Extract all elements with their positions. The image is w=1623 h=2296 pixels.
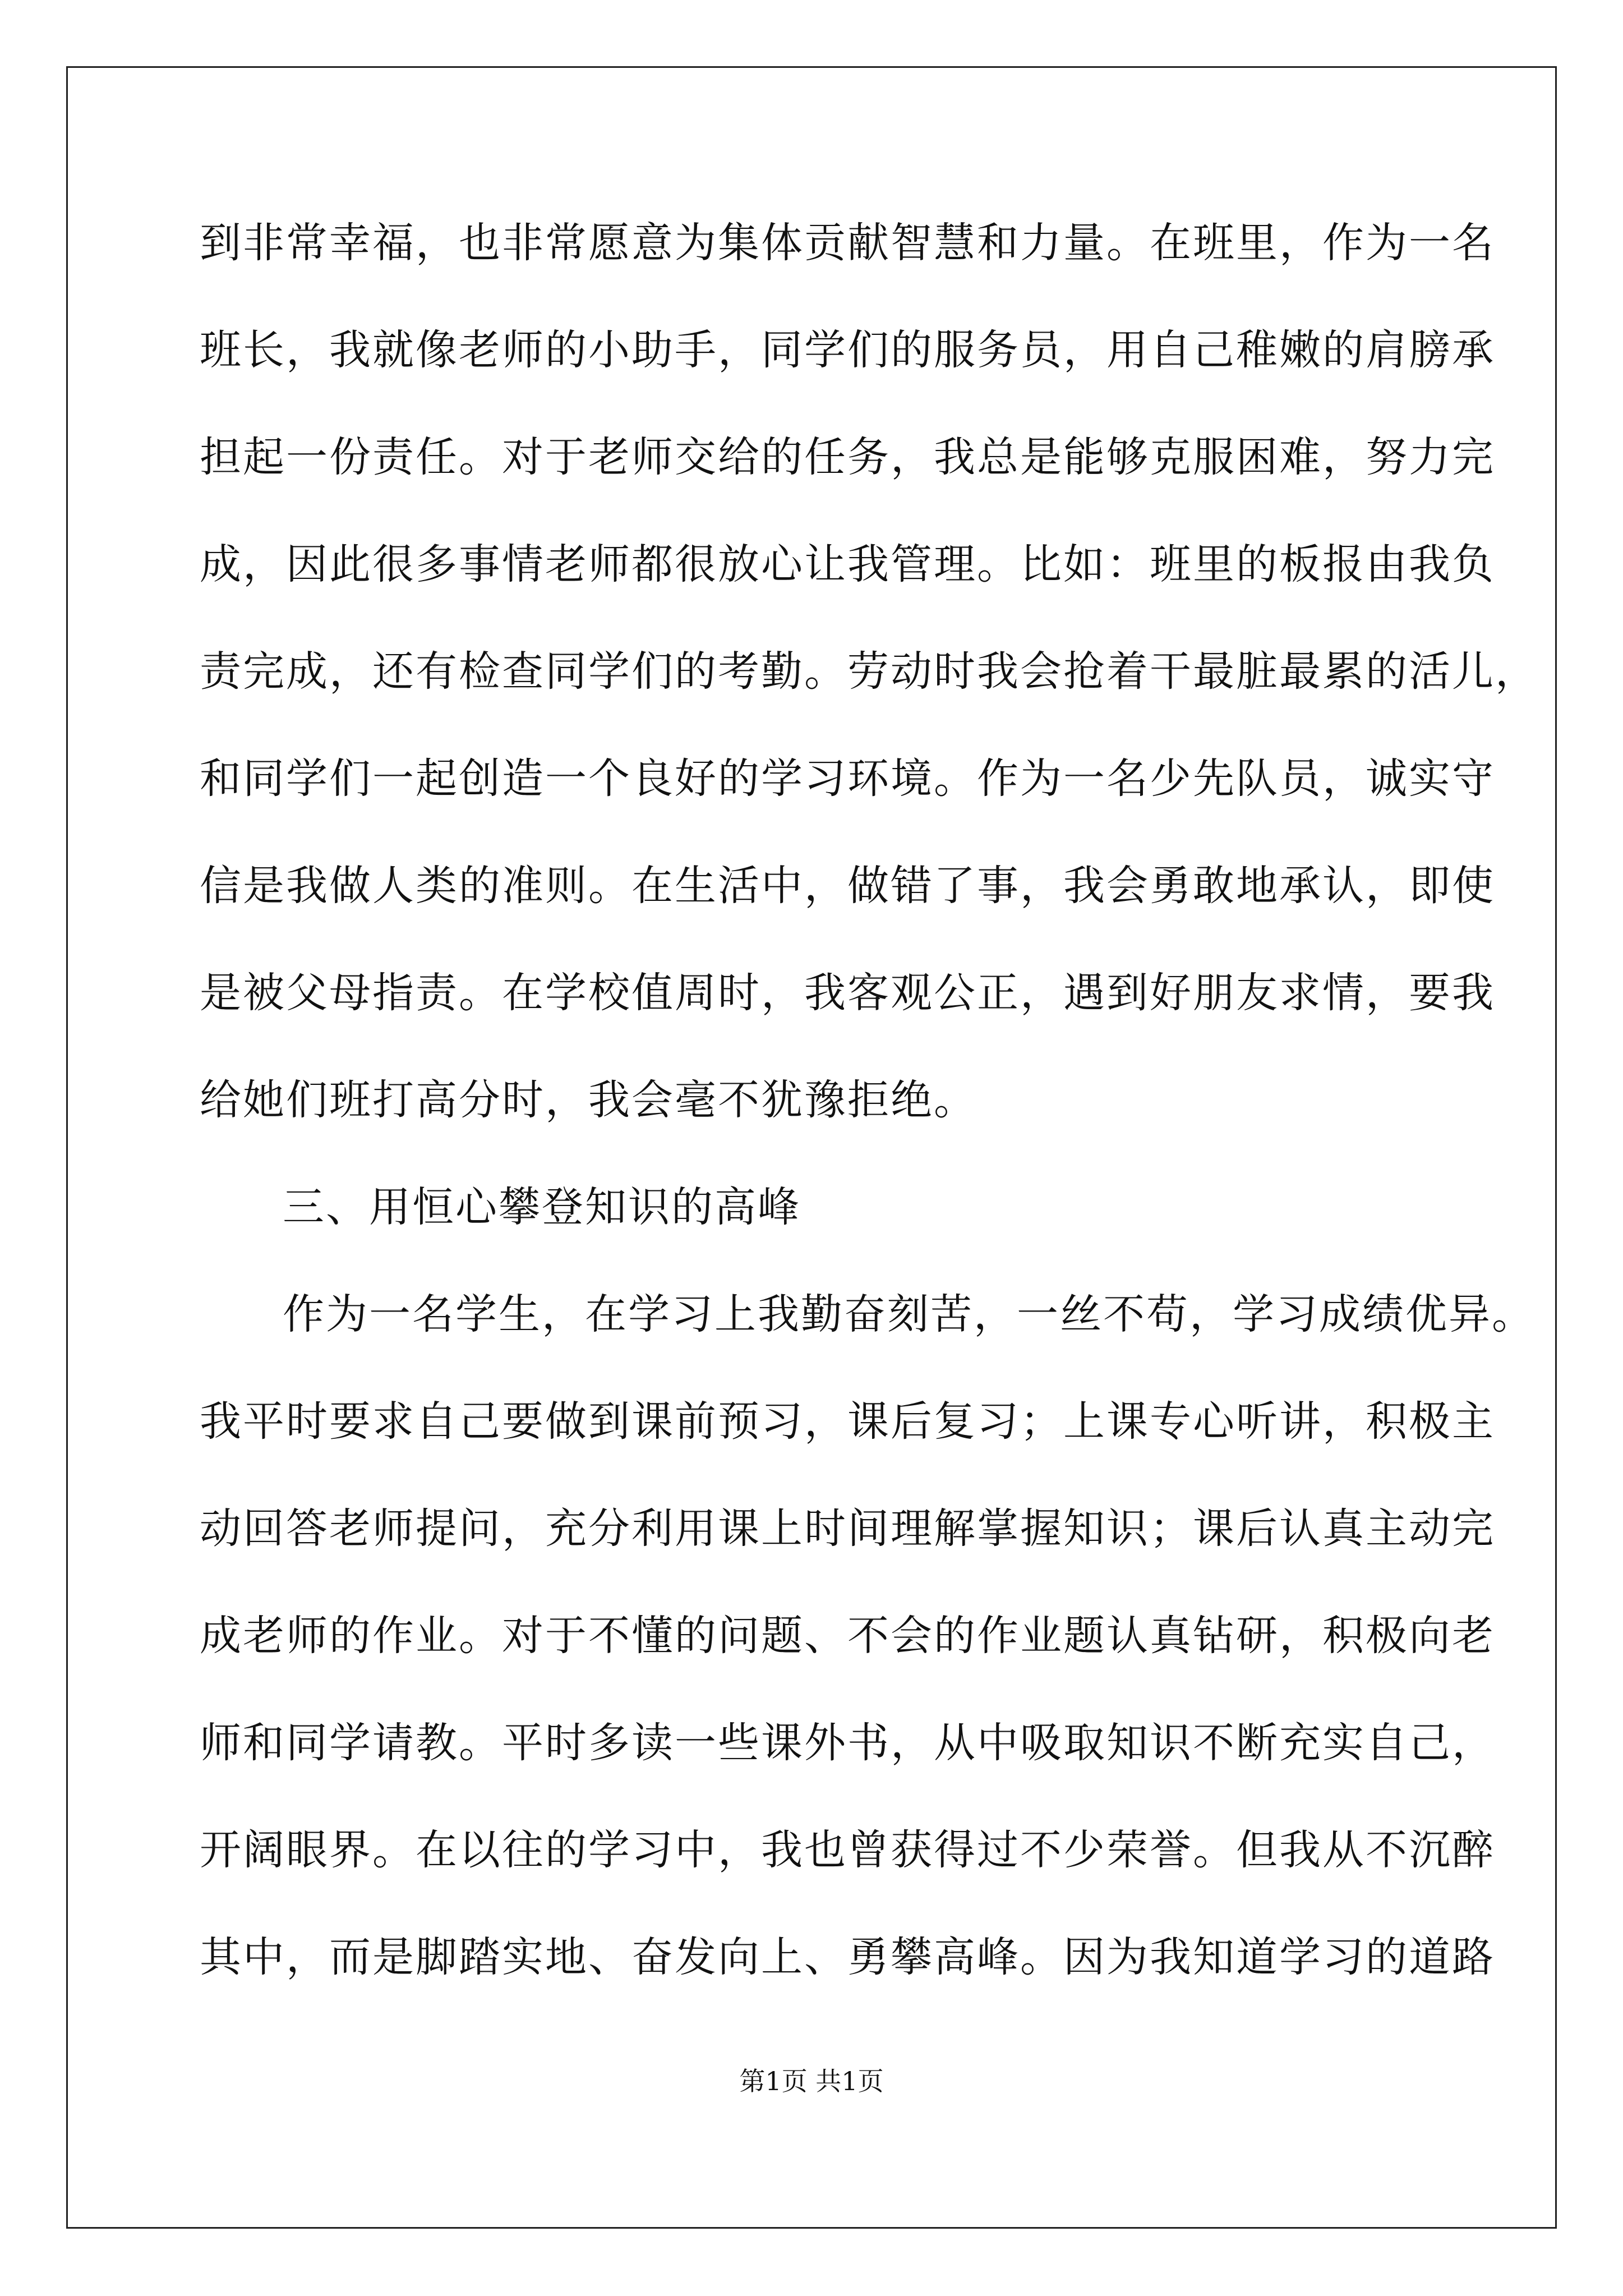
document-body xyxy=(200,216,1538,2037)
text-line: 成老师的作业。对于不懂的问题、不会的作业题认真钻研，积极向老 xyxy=(200,1612,1495,1660)
text-line: 和同学们一起创造一个良好的学习环境。作为一名少先队员，诚实守 xyxy=(200,754,1495,803)
text-line: 开阔眼界。在以往的学习中，我也曾获得过不少荣誉。但我从不沉醉 xyxy=(200,1826,1495,1874)
text-line: 担起一份责任。对于老师交给的任务，我总是能够克服困难，努力完 xyxy=(200,433,1495,481)
text-line: 给她们班打高分时，我会毫不犹豫拒绝。 xyxy=(200,1076,977,1124)
text-line: 其中，而是脚踏实地、奋发向上、勇攀高峰。因为我知道学习的道路 xyxy=(200,1933,1495,1981)
page-footer: 第1页 共1页 xyxy=(739,2066,884,2096)
text-line: 我平时要求自己要做到课前预习，课后复习；上课专心听讲，积极主 xyxy=(200,1397,1495,1446)
text-line: 责完成，还有检查同学们的考勤。劳动时我会抢着干最脏最累的活儿， xyxy=(200,647,1538,696)
text-line: 成，因此很多事情老师都很放心让我管理。比如：班里的板报由我负 xyxy=(200,540,1495,588)
text-line: 到非常幸福，也非常愿意为集体贡献智慧和力量。在班里，作为一名 xyxy=(200,219,1495,267)
text-line: 动回答老师提问，充分利用课上时间理解掌握知识；课后认真主动完 xyxy=(200,1504,1495,1553)
text-line: 师和同学请教。平时多读一些课外书，从中吸取知识不断充实自己， xyxy=(200,1719,1495,1767)
text-line: 是被父母指责。在学校值周时，我客观公正，遇到好朋友求情，要我 xyxy=(200,969,1495,1017)
text-line: 作为一名学生，在学习上我勤奋刻苦，一丝不苟，学习成绩优异。 xyxy=(283,1290,1535,1338)
text-line: 信是我做人类的准则。在生活中，做错了事，我会勇敢地承认，即使 xyxy=(200,862,1495,910)
section-heading: 三、用恒心攀登知识的高峰 xyxy=(283,1183,801,1231)
text-line: 班长，我就像老师的小助手，同学们的服务员，用自己稚嫩的肩膀承 xyxy=(200,326,1495,374)
